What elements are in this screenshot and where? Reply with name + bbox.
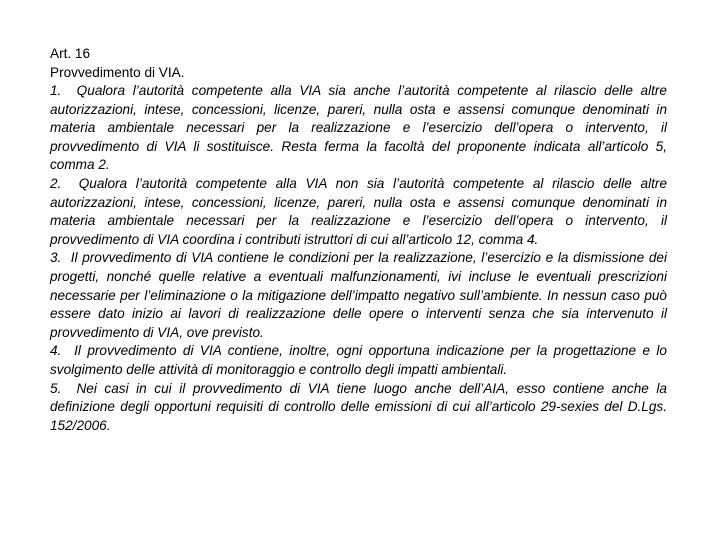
article-title: Provvedimento di VIA. — [50, 65, 185, 80]
paragraph-2: 2. Qualora l’autorità competente alla VIA non sia l’autorità competente al rilascio delle altre autorizzazioni, intese, concessioni, licenze, pareri, nulla osta e assensi comunque denominati in materia ambientale necessari per la realizzazione e l’esercizio dell’opera o intervento, il provvedimento di VIA coordina i contributi istruttori di cui all’articolo 12, comma 4. — [50, 175, 671, 247]
paragraph-3: 3. Il provvedimento di VIA contiene le condizioni per la realizzazione, l’esercizio e la dismissione dei progetti, nonché quelle relative a eventuali malfunzionamenti, ivi incluse le eventuali prescrizioni necessarie per l’eliminazione o la mitigazione dell’impatto negativo sull’ambiente. In nessun caso può essere dato inizio ai lavori di realizzazione delle opere o interventi senza che sia intervenuto il provvedimento di VIA, ove previsto. — [50, 250, 671, 340]
article-number: Art. 16 — [50, 46, 91, 61]
document-page — [50, 44, 671, 435]
paragraph-4: 4. Il provvedimento di VIA contiene, inoltre, ogni opportuna indicazione per la progettazione e lo svolgimento delle attività di monitoraggio e controllo degli impatti ambientali. — [50, 343, 671, 377]
paragraph-1: 1. Qualora l’autorità competente alla VIA sia anche l’autorità competente al rilascio delle altre autorizzazioni, intese, concessioni, licenze, pareri, nulla osta e assensi comunque denominati in materia ambientale necessari per la realizzazione e l’esercizio dell’opera o intervento, il provvedimento di VIA li sostituisce. Resta ferma la facoltà del proponente indicata all’articolo 5, comma 2. — [50, 83, 671, 173]
paragraph-5: 5. Nei casi in cui il provvedimento di VIA tiene luogo anche dell’AIA, esso contiene anche la definizione degli opportuni requisiti di controllo delle emissioni di cui all’articolo 29-sexies del D.Lgs. 152/2006. — [50, 380, 671, 433]
